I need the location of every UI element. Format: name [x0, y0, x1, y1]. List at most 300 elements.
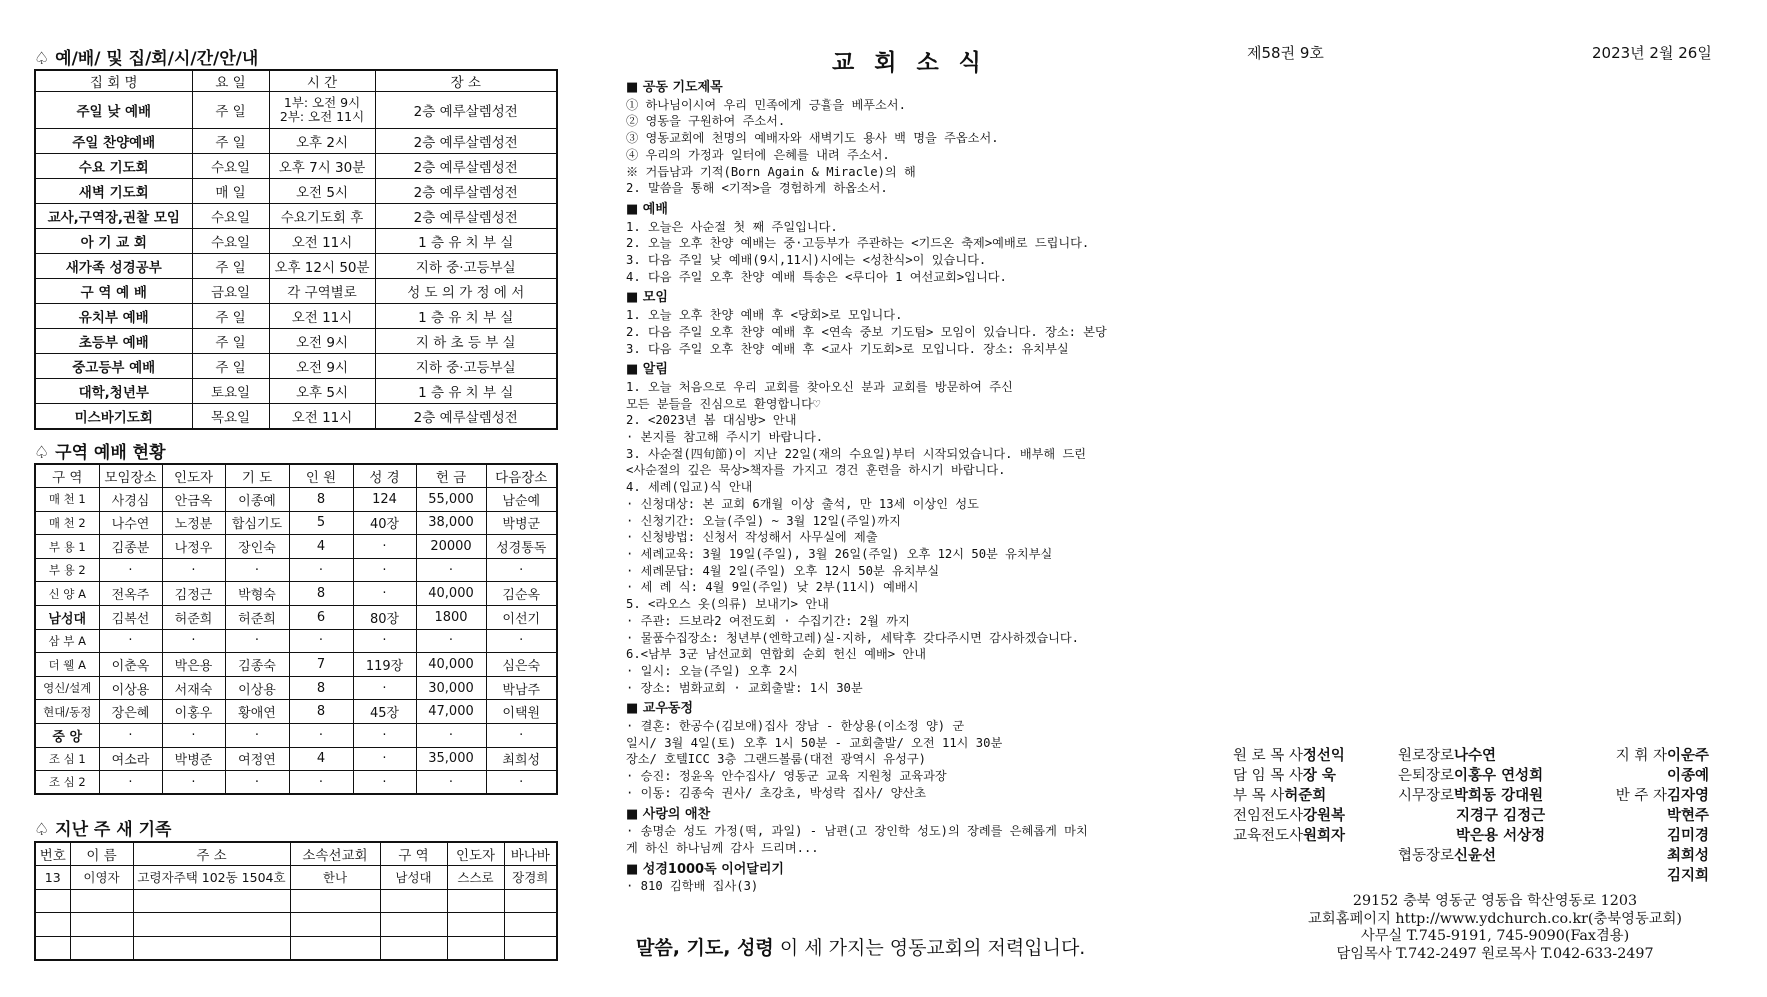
district-cell: 더 웰 A	[35, 653, 99, 677]
worship-row	[35, 304, 557, 329]
district-cell: ·	[353, 676, 416, 700]
meeting-day: 주 일	[192, 129, 269, 154]
district-cell: ·	[353, 582, 416, 606]
district-row	[35, 535, 557, 559]
district-cell: 6	[289, 606, 353, 630]
meeting-day: 수요일	[192, 204, 269, 229]
volume-number: 제58권 9호	[1247, 44, 1324, 62]
staff-entry	[1616, 846, 1709, 866]
staff-entry	[1233, 766, 1345, 786]
newcomers-header-cell: 구 역	[380, 842, 447, 866]
news-section-heading: ■ 교우동정	[626, 701, 694, 717]
news-line: · 결혼: 한공수(김보애)집사 장남 - 한상용(이소정 양) 군	[626, 719, 965, 734]
newcomer-empty-cell	[70, 889, 133, 913]
district-row	[35, 676, 557, 700]
district-cell: 박은용	[162, 653, 225, 677]
newcomer-empty-cell	[380, 889, 447, 913]
district-cell: 심은숙	[486, 653, 557, 677]
staff-name: 허준희	[1284, 788, 1327, 804]
staff-title: 부 목 사	[1233, 788, 1285, 804]
news-line: <사순절의 깊은 묵상>책자를 가지고 경건 훈련을 하시기 바랍니다.	[626, 463, 1006, 478]
newcomers-header-cell: 인도자	[447, 842, 504, 866]
district-cell: ·	[486, 558, 557, 582]
district-cell: 30,000	[416, 676, 486, 700]
news-line: 1. 오늘은 사순절 첫 째 주일입니다.	[626, 219, 838, 234]
district-cell: ·	[99, 771, 162, 795]
district-cell: ·	[162, 771, 225, 795]
district-cell: 신 양 A	[35, 582, 99, 606]
district-cell: 매 천 1	[35, 488, 99, 512]
staff-entry	[1616, 786, 1709, 806]
district-header-cell: 인 원	[289, 464, 353, 488]
church-address-block	[1285, 893, 1705, 963]
worship-row	[35, 379, 557, 404]
district-header-cell: 모임장소	[99, 464, 162, 488]
district-cell: ·	[353, 724, 416, 748]
meeting-day: 금요일	[192, 279, 269, 304]
district-cell: ·	[99, 558, 162, 582]
district-cell: ·	[416, 771, 486, 795]
district-cell: ·	[289, 558, 353, 582]
meeting-name: 새가족 성경공부	[35, 254, 192, 279]
newcomer-cell: 고령자주택 102동 1504호	[133, 866, 290, 890]
district-cell: ·	[289, 724, 353, 748]
meeting-name: 수요 기도회	[35, 154, 192, 179]
district-cell: 8	[289, 488, 353, 512]
district-cell: ·	[225, 629, 289, 653]
district-cell: 8	[289, 676, 353, 700]
newcomer-empty-row	[35, 936, 557, 960]
district-cell: ·	[225, 771, 289, 795]
district-cell: 영신/설계	[35, 676, 99, 700]
district-cell: 나정우	[162, 535, 225, 559]
staff-title: 교육전도사	[1233, 828, 1304, 844]
first-service-time: 1부: 오전 9시	[283, 95, 361, 110]
news-section-heading: ■ 사랑의 애찬	[626, 806, 711, 822]
staff-name: 최희성	[1666, 848, 1709, 864]
meeting-name: 새벽 기도회	[35, 179, 192, 204]
district-cell: 남성대	[35, 606, 99, 630]
district-cell: 나수연	[99, 511, 162, 535]
second-service-time: 2부: 오전 11시	[279, 109, 365, 124]
staff-entry	[1616, 866, 1709, 886]
district-cell: ·	[416, 558, 486, 582]
news-line: 3. 사순절(四旬節)이 지난 22일(재의 수요일)부터 시작되었습니다. 배부해 드린	[626, 446, 1087, 461]
staff-entry	[1398, 826, 1545, 846]
district-cell: ·	[416, 629, 486, 653]
district-cell: 이상용	[225, 676, 289, 700]
news-line: ③ 영동교회에 천명의 예배자와 새벽기도 용사 백 명을 주옵소서.	[626, 131, 999, 146]
address-line: 교회홈페이지 http://www.ydchurch.co.kr(충북영동교회)	[1308, 910, 1682, 927]
worship-row	[35, 329, 557, 354]
newcomer-cell: 13	[35, 866, 70, 890]
district-cell: 여정연	[225, 747, 289, 771]
district-cell: 김종숙	[225, 653, 289, 677]
staff-entry	[1616, 766, 1709, 786]
newcomer-empty-cell	[504, 913, 557, 937]
staff-name: 이홍우 연성희	[1454, 768, 1544, 784]
district-cell: 장인숙	[225, 535, 289, 559]
district-header-cell: 구 역	[35, 464, 99, 488]
meeting-day: 목요일	[192, 404, 269, 429]
staff-title: 은퇴장로	[1398, 768, 1455, 784]
district-cell: ·	[289, 629, 353, 653]
district-cell: 8	[289, 582, 353, 606]
newcomer-empty-cell	[380, 936, 447, 960]
newcomer-empty-row	[35, 913, 557, 937]
district-row	[35, 511, 557, 535]
staff-entry	[1616, 806, 1709, 826]
staff-name: 정선익	[1302, 748, 1345, 764]
meeting-time: 오전 9시	[269, 354, 375, 379]
district-cell: 안금옥	[162, 488, 225, 512]
news-line: ④ 우리의 가정과 일터에 은혜를 내려 주소서.	[626, 147, 890, 162]
meeting-day: 수요일	[192, 154, 269, 179]
district-cell: ·	[225, 724, 289, 748]
staff-entry	[1616, 746, 1709, 766]
district-cell: ·	[486, 724, 557, 748]
staff-title: 지 휘 자	[1615, 748, 1667, 764]
news-line: 일시/ 3월 4일(토) 오후 1시 50분 - 교회출발/ 오전 11시 30분	[626, 735, 1003, 750]
newcomer-empty-cell	[447, 936, 504, 960]
meeting-place: 2층 예루살렘성전	[375, 92, 557, 129]
district-header-cell: 인도자	[162, 464, 225, 488]
meeting-time: 오전 9시	[269, 329, 375, 354]
staff-name: 김자영	[1666, 788, 1709, 804]
news-section-heading: ■ 예배	[626, 201, 668, 217]
staff-entry	[1616, 826, 1709, 846]
news-line: 3. 다음 주일 낮 예배(9시,11시)시에는 <성찬식>이 있습니다.	[626, 253, 987, 268]
district-cell: 조 심 1	[35, 747, 99, 771]
worship-schedule-title: ♤ 예/배/ 및 집/회/시/간/안/내	[34, 49, 259, 69]
newcomers-header-cell: 이 름	[70, 842, 133, 866]
meeting-time: 각 구역별로	[269, 279, 375, 304]
church-news-body	[626, 80, 1186, 895]
meeting-name: 주일 낮 예배	[35, 92, 192, 129]
meeting-time: 오전 11시	[269, 304, 375, 329]
news-section-heading: ■ 공동 기도제목	[626, 80, 723, 95]
district-cell: 박남주	[486, 676, 557, 700]
district-cell: ·	[225, 558, 289, 582]
news-section-heading: ■ 성경1000독 이어달리기	[626, 861, 784, 877]
worship-row	[35, 354, 557, 379]
district-row	[35, 724, 557, 748]
staff-music	[1616, 746, 1709, 886]
newcomer-empty-row	[35, 889, 557, 913]
news-line: · 장소: 범화교회 · 교회출발: 1시 30분	[626, 680, 863, 695]
meeting-time: 오전 11시	[269, 229, 375, 254]
district-row	[35, 747, 557, 771]
district-cell: 김종분	[99, 535, 162, 559]
staff-name: 이운주	[1666, 748, 1709, 764]
district-cell: 이종예	[225, 488, 289, 512]
news-line: · 세례문답: 4월 2일(주일) 오후 12시 50분 유치부실	[626, 563, 940, 578]
staff-name: 박희동 강대원	[1454, 788, 1544, 804]
news-line: · 승진: 정윤옥 안수집사/ 영동군 교육 지원청 교육과장	[626, 769, 947, 784]
news-line: · 세례교육: 3월 19일(주일), 3월 26일(주일) 오후 12시 50분 유치부실	[626, 546, 1053, 561]
district-row	[35, 700, 557, 724]
district-cell: 허준희	[162, 606, 225, 630]
meeting-name: 중고등부 예배	[35, 354, 192, 379]
news-line: 4. 다음 주일 오후 찬양 예배 특송은 <루디아 1 여선교회>입니다.	[626, 269, 1007, 284]
district-cell: 부 용 2	[35, 558, 99, 582]
news-line: · 810 김학배 집사(3)	[626, 879, 759, 894]
district-cell: 중 앙	[35, 724, 99, 748]
district-cell: 이택원	[486, 700, 557, 724]
district-cell: 45장	[353, 700, 416, 724]
meeting-place: 2층 예루살렘성전	[375, 404, 557, 429]
district-row	[35, 488, 557, 512]
district-cell: 최희성	[486, 747, 557, 771]
district-cell: 노정분	[162, 511, 225, 535]
worship-row	[35, 254, 557, 279]
district-cell: 매 천 2	[35, 511, 99, 535]
worship-row	[35, 229, 557, 254]
staff-pastors	[1233, 746, 1345, 846]
worship-schedule-table	[34, 69, 558, 430]
worship-row	[35, 279, 557, 304]
worship-row	[35, 404, 557, 429]
district-cell: 5	[289, 511, 353, 535]
district-cell: 사경심	[99, 488, 162, 512]
district-cell: 남순예	[486, 488, 557, 512]
meeting-name: 대학,청년부	[35, 379, 192, 404]
news-line: · 이동: 김종숙 권사/ 초강초, 박성락 집사/ 양산초	[626, 785, 926, 800]
district-cell: 8	[289, 700, 353, 724]
district-cell: 124	[353, 488, 416, 512]
news-line: · 주관: 드보라2 여전도회 · 수집기간: 2월 까지	[626, 613, 910, 628]
worship-row	[35, 179, 557, 204]
church-motto	[636, 933, 1085, 960]
staff-name: 신윤선	[1454, 848, 1497, 864]
district-cell: ·	[353, 535, 416, 559]
staff-name: 김지희	[1666, 868, 1709, 884]
newcomer-empty-cell	[380, 913, 447, 937]
news-line: ① 하나님이시여 우리 민족에게 긍휼을 베푸소서.	[626, 97, 906, 112]
district-cell: 성경통독	[486, 535, 557, 559]
district-cell: 황애연	[225, 700, 289, 724]
newcomer-cell: 스스로	[447, 866, 504, 890]
meeting-place: 성 도 의 가 정 에 서	[375, 279, 557, 304]
newcomer-cell: 남성대	[380, 866, 447, 890]
district-header-row	[35, 464, 557, 488]
district-cell: ·	[353, 629, 416, 653]
staff-name: 강원복	[1303, 808, 1346, 824]
news-section-heading: ■ 모임	[626, 290, 668, 306]
district-cell: 20000	[416, 535, 486, 559]
news-line: 2. <2023년 봄 대심방> 안내	[626, 413, 797, 428]
district-cell: 이상용	[99, 676, 162, 700]
district-cell: ·	[486, 771, 557, 795]
news-line: 6.<남부 3군 남선교회 연합회 순회 헌신 예배> 안내	[626, 647, 926, 662]
staff-name: 이종예	[1666, 768, 1709, 784]
district-header-cell: 헌 금	[416, 464, 486, 488]
district-cell: ·	[353, 747, 416, 771]
district-header-cell: 기 도	[225, 464, 289, 488]
news-line: 게 하신 하나님께 감사 드리며...	[626, 840, 819, 855]
meeting-time: 오후 2시	[269, 129, 375, 154]
district-cell: 4	[289, 747, 353, 771]
meeting-day: 주 일	[192, 92, 269, 129]
worship-row	[35, 129, 557, 154]
meeting-day: 매 일	[192, 179, 269, 204]
meeting-place: 지하 중·고등부실	[375, 254, 557, 279]
newcomer-empty-cell	[133, 913, 290, 937]
newcomer-empty-cell	[133, 889, 290, 913]
meeting-time: 오전 11시	[269, 404, 375, 429]
staff-entry	[1233, 786, 1345, 806]
district-row	[35, 653, 557, 677]
worship-header-row	[35, 70, 557, 92]
newcomers-header-cell: 바나바	[504, 842, 557, 866]
worship-row	[35, 154, 557, 179]
newcomers-header-cell: 소속선교회	[290, 842, 380, 866]
newcomer-cell: 이영자	[70, 866, 133, 890]
district-cell: 박형숙	[225, 582, 289, 606]
district-cell: 55,000	[416, 488, 486, 512]
meeting-day: 주 일	[192, 329, 269, 354]
worship-row	[35, 92, 557, 129]
meeting-name: 미스바기도회	[35, 404, 192, 429]
news-line: · 신청방법: 신청서 작성해서 사무실에 제출	[626, 530, 878, 545]
newcomers-header-cell: 주 소	[133, 842, 290, 866]
meeting-place: 지하 중·고등부실	[375, 354, 557, 379]
news-line: 4. 세례(입교)식 안내	[626, 480, 753, 495]
motto-bold: 말씀, 기도, 성령	[636, 937, 774, 959]
staff-name: 장 욱	[1302, 768, 1336, 784]
newcomer-empty-cell	[504, 936, 557, 960]
bulletin-date: 2023년 2월 26일	[1592, 44, 1712, 62]
news-line: 3. 다음 주일 오후 찬양 예배 후 <교사 기도회>로 모입니다. 장소: 유치부실	[626, 341, 1069, 356]
news-line: ② 영동을 구원하여 주소서.	[626, 114, 786, 129]
newcomer-empty-cell	[70, 913, 133, 937]
news-line: 2. 다음 주일 오후 찬양 예배 후 <연속 중보 기도팀> 모임이 있습니다. 장소: 본당	[626, 324, 1107, 339]
news-line: · 세 례 식: 4월 9일(주일) 낮 2부(11시) 예배시	[626, 580, 919, 595]
district-cell: 여소라	[99, 747, 162, 771]
newcomers-table	[34, 841, 558, 961]
news-line: · 본지를 참고해 주시기 바랍니다.	[626, 430, 824, 445]
news-line: · 송명순 성도 가정(떡, 과일) - 남편(고 장인학 성도)의 장례를 은혜롭게 마치	[626, 824, 1088, 839]
meeting-name: 교사,구역장,권찰 모임	[35, 204, 192, 229]
district-cell: 38,000	[416, 511, 486, 535]
district-cell: ·	[486, 629, 557, 653]
district-cell: 40,000	[416, 653, 486, 677]
district-cell: 7	[289, 653, 353, 677]
news-line: 2. 말씀을 통해 <기적>을 경험하게 하옵소서.	[626, 181, 888, 196]
newcomers-title: ♤ 지난 주 새 기족	[34, 820, 172, 840]
district-cell: 현대/동정	[35, 700, 99, 724]
newcomer-empty-cell	[447, 913, 504, 937]
meeting-time	[269, 92, 375, 129]
newcomer-empty-cell	[290, 936, 380, 960]
newcomers-header-cell: 번호	[35, 842, 70, 866]
meeting-time: 오후 5시	[269, 379, 375, 404]
meeting-time: 오전 5시	[269, 179, 375, 204]
worship-header-cell: 시 간	[269, 70, 375, 92]
district-cell: 장은혜	[99, 700, 162, 724]
newcomer-row	[35, 866, 557, 890]
news-line: · 일시: 오늘(주일) 오후 2시	[626, 663, 798, 678]
worship-header-cell: 집 회 명	[35, 70, 192, 92]
news-line: · 신청기간: 오늘(주일) ~ 3월 12일(주일)까지	[626, 513, 901, 528]
district-cell: 이춘옥	[99, 653, 162, 677]
district-cell: 80장	[353, 606, 416, 630]
district-cell: 40,000	[416, 582, 486, 606]
district-cell: ·	[353, 558, 416, 582]
staff-name: 원희자	[1303, 828, 1346, 844]
newcomer-empty-cell	[70, 936, 133, 960]
staff-name: 박은용 서상정	[1456, 828, 1546, 844]
district-worship-table	[34, 463, 558, 795]
staff-entry	[1398, 766, 1545, 786]
staff-entry	[1398, 806, 1545, 826]
district-row	[35, 558, 557, 582]
newcomer-empty-cell	[133, 936, 290, 960]
worship-header-cell: 요 일	[192, 70, 269, 92]
district-cell: 박병준	[162, 747, 225, 771]
district-cell: 합심기도	[225, 511, 289, 535]
meeting-place: 2층 예루살렘성전	[375, 204, 557, 229]
meeting-day: 주 일	[192, 304, 269, 329]
district-row	[35, 582, 557, 606]
district-cell: ·	[162, 724, 225, 748]
district-header-cell: 성 경	[353, 464, 416, 488]
newcomer-empty-cell	[290, 913, 380, 937]
district-row	[35, 771, 557, 795]
district-worship-title: ♤ 구역 예배 현황	[34, 443, 166, 463]
newcomer-empty-cell	[35, 913, 70, 937]
staff-title: 시무장로	[1398, 788, 1455, 804]
staff-entry	[1233, 806, 1345, 826]
district-row	[35, 606, 557, 630]
newcomer-empty-cell	[35, 889, 70, 913]
district-cell: 40장	[353, 511, 416, 535]
staff-name: 지경구 김정근	[1456, 808, 1546, 824]
district-cell: 47,000	[416, 700, 486, 724]
staff-title: 담 임 목 사	[1233, 768, 1303, 784]
district-cell: 이홍우	[162, 700, 225, 724]
meeting-day: 수요일	[192, 229, 269, 254]
news-line: 장소/ 호텔ICC 3층 그랜드볼룸(대전 광역시 유성구)	[626, 752, 926, 767]
meeting-place: 1 층 유 치 부 실	[375, 304, 557, 329]
meeting-place: 지 하 초 등 부 실	[375, 329, 557, 354]
district-cell: 이선기	[486, 606, 557, 630]
news-line: ※ 거듭남과 기적(Born Again & Miracle)의 해	[626, 164, 916, 179]
meeting-name: 구 역 예 배	[35, 279, 192, 304]
newcomer-empty-cell	[447, 889, 504, 913]
district-cell: 김복선	[99, 606, 162, 630]
staff-elders	[1398, 746, 1545, 866]
staff-name: 박현주	[1666, 808, 1709, 824]
district-cell: 1800	[416, 606, 486, 630]
meeting-place: 1 층 유 치 부 실	[375, 229, 557, 254]
district-cell: ·	[99, 629, 162, 653]
meeting-time: 오후 12시 50분	[269, 254, 375, 279]
meeting-day: 주 일	[192, 254, 269, 279]
district-cell: ·	[353, 771, 416, 795]
staff-entry	[1398, 746, 1545, 766]
staff-title: 전임전도사	[1233, 808, 1304, 824]
news-line: · 물품수집장소: 청년부(엔학고레)실-지하, 세탁후 갖다주시면 감사하겠습니다.	[626, 630, 1080, 645]
district-cell: 119장	[353, 653, 416, 677]
staff-title: 원로장로	[1398, 748, 1455, 764]
meeting-day: 토요일	[192, 379, 269, 404]
meeting-place: 1 층 유 치 부 실	[375, 379, 557, 404]
district-cell: ·	[99, 724, 162, 748]
meeting-place: 2층 예루살렘성전	[375, 179, 557, 204]
district-cell: 서재숙	[162, 676, 225, 700]
staff-title: 원 로 목 사	[1233, 748, 1303, 764]
